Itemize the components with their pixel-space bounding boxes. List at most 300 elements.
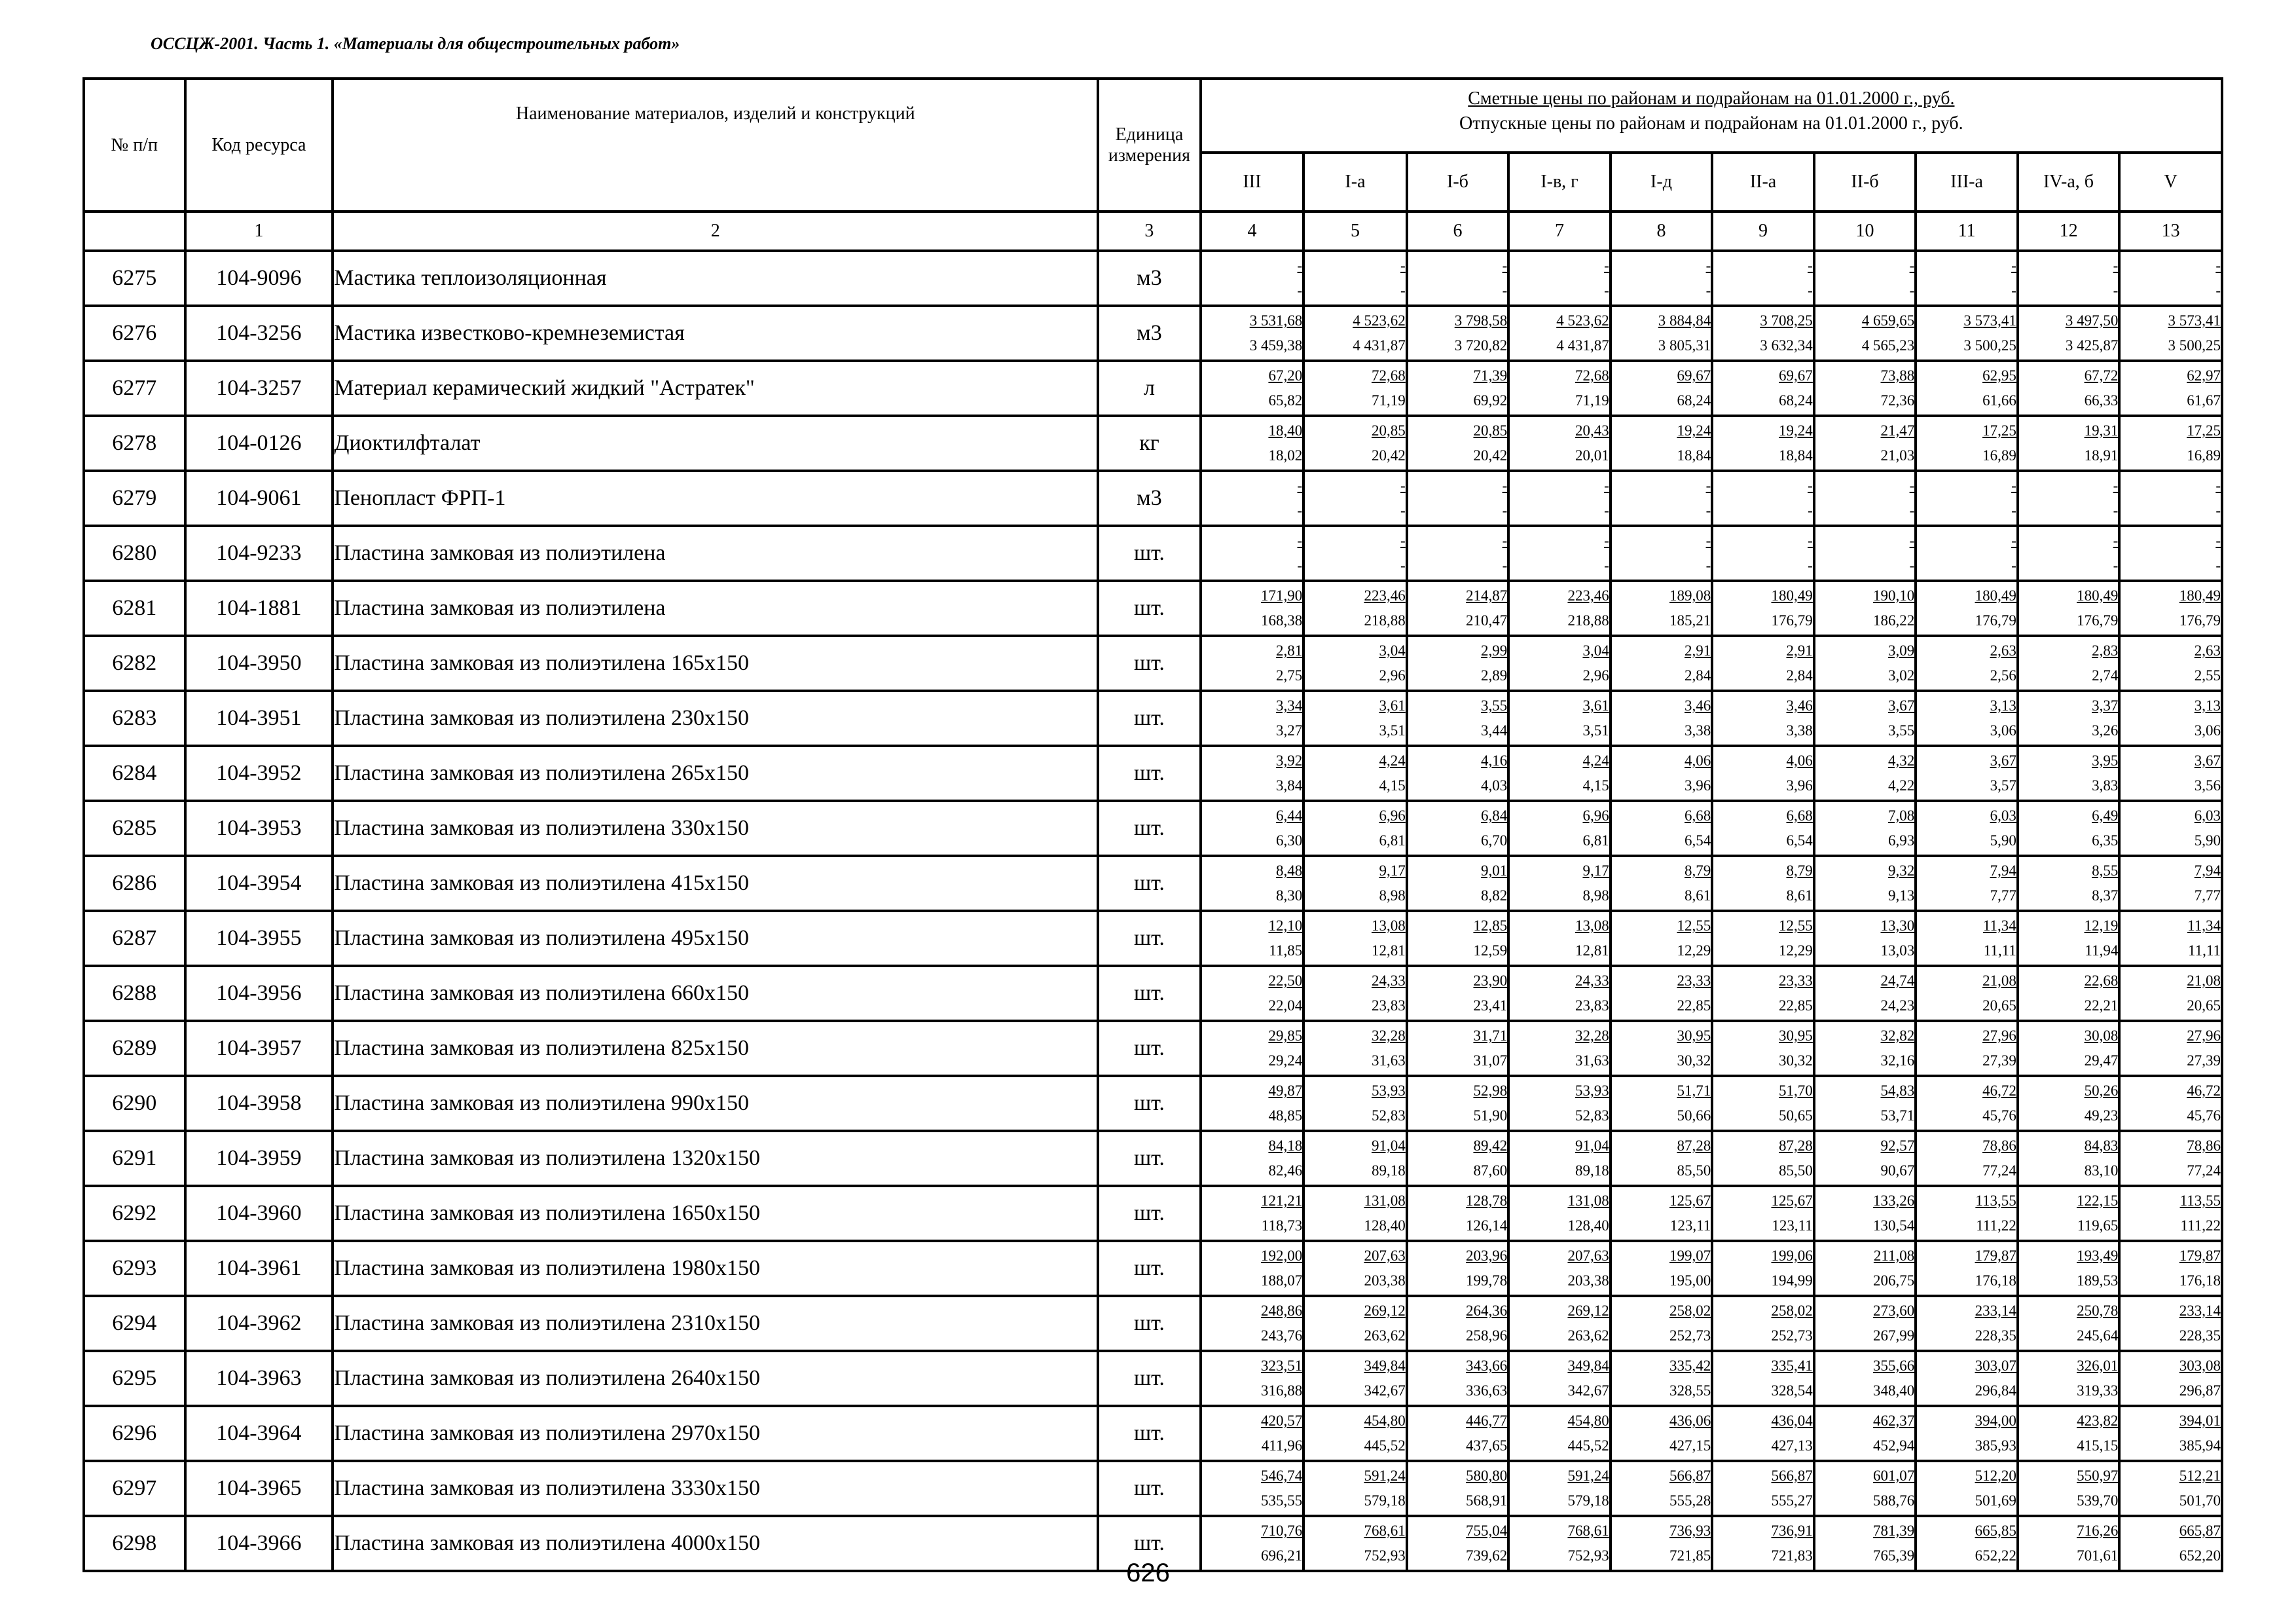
release-price: - <box>1502 557 1508 574</box>
resource-code: 104-3951 <box>185 691 333 746</box>
price-cell <box>1712 636 1814 691</box>
price-cell <box>1916 251 2018 306</box>
estimate-price: - <box>2113 257 2119 274</box>
estimate-price: 326,01 <box>2077 1357 2119 1374</box>
row-number: 6297 <box>84 1461 185 1516</box>
release-price: 267,99 <box>1873 1327 1915 1344</box>
estimate-price: 179,87 <box>2179 1247 2221 1264</box>
estimate-price: - <box>1502 257 1508 274</box>
release-price: - <box>2215 557 2221 574</box>
price-cell <box>2018 1296 2120 1351</box>
release-price: 6,54 <box>1786 832 1813 849</box>
price-cell <box>1201 1351 1304 1406</box>
estimate-price: 2,83 <box>2092 642 2119 659</box>
unit-of-measure: шт. <box>1098 1131 1201 1186</box>
release-price: - <box>2011 557 2016 574</box>
release-price: 445,52 <box>1364 1437 1406 1454</box>
price-cell <box>1303 1186 1407 1241</box>
release-price: 8,98 <box>1379 887 1406 904</box>
estimate-price: 3,46 <box>1685 697 1711 714</box>
price-cell <box>1712 581 1814 636</box>
unit-of-measure: шт. <box>1098 1351 1201 1406</box>
table-row <box>84 1131 2222 1186</box>
release-price: 696,21 <box>1260 1547 1303 1564</box>
release-price: - <box>2113 282 2119 299</box>
release-price: 3,84 <box>1275 777 1303 794</box>
price-cell <box>1508 966 1611 1021</box>
price-cell <box>1303 581 1407 636</box>
release-price: 296,87 <box>2179 1382 2221 1399</box>
estimate-price: 580,80 <box>1465 1467 1508 1484</box>
estimate-price: 23,33 <box>1677 972 1711 989</box>
estimate-price: - <box>1705 257 1711 274</box>
price-cell <box>1201 966 1304 1021</box>
estimate-price: 716,26 <box>2077 1522 2119 1539</box>
release-price: 27,39 <box>1982 1052 2016 1069</box>
release-price: - <box>1604 502 1609 519</box>
price-cell <box>1508 1461 1611 1516</box>
unit-of-measure: шт. <box>1098 1516 1201 1571</box>
price-cell <box>1303 1461 1407 1516</box>
resource-code: 104-3256 <box>185 306 333 361</box>
estimate-price: 121,21 <box>1260 1192 1303 1209</box>
price-cell <box>1201 416 1304 471</box>
price-cell <box>2018 1131 2120 1186</box>
price-cell <box>1407 471 1509 526</box>
price-cell <box>2018 691 2120 746</box>
material-name: Пластина замковая из полиэтилена 2310х150 <box>333 1296 1098 1351</box>
material-name: Пластина замковая из полиэтилена <box>333 581 1098 636</box>
estimate-price: 30,08 <box>2084 1027 2119 1044</box>
material-name: Пластина замковая из полиэтилена 3330х150 <box>333 1461 1098 1516</box>
estimate-price: 6,03 <box>1990 807 2016 824</box>
price-cell <box>1611 1241 1713 1296</box>
price-cell <box>1611 966 1713 1021</box>
estimate-price: - <box>1808 477 1813 494</box>
column-number: 11 <box>1916 212 2018 251</box>
price-cell <box>1916 746 2018 801</box>
release-price: 385,94 <box>2179 1437 2221 1454</box>
estimate-price: 768,61 <box>1364 1522 1406 1539</box>
estimate-price: 9,01 <box>1480 862 1508 879</box>
estimate-price: 29,85 <box>1268 1027 1303 1044</box>
release-price: 701,61 <box>2077 1547 2119 1564</box>
release-price: 2,75 <box>1275 667 1303 684</box>
release-price: 263,62 <box>1364 1327 1406 1344</box>
release-price: 65,82 <box>1268 392 1303 409</box>
estimate-price: 349,84 <box>1567 1357 1609 1374</box>
release-price: 20,42 <box>1371 447 1406 464</box>
release-price: 111,22 <box>2180 1217 2221 1234</box>
header-price-group <box>1201 79 2222 153</box>
price-cell <box>2018 306 2120 361</box>
price-cell <box>1611 361 1713 416</box>
release-price: 319,33 <box>2077 1382 2119 1399</box>
estimate-price: - <box>1297 477 1303 494</box>
price-cell <box>1303 471 1407 526</box>
table-row <box>84 1186 2222 1241</box>
estimate-price: - <box>2215 532 2221 549</box>
estimate-price: - <box>1705 477 1711 494</box>
price-cell <box>1712 1461 1814 1516</box>
row-number: 6286 <box>84 856 185 911</box>
resource-code: 104-3954 <box>185 856 333 911</box>
release-price: 535,55 <box>1260 1492 1303 1509</box>
price-cell <box>1508 1186 1611 1241</box>
estimate-price: 436,06 <box>1669 1412 1711 1429</box>
estimate-price: 394,01 <box>2179 1412 2221 1429</box>
release-price: 20,01 <box>1575 447 1609 464</box>
estimate-price: 87,28 <box>1677 1137 1711 1154</box>
resource-code: 104-0126 <box>185 416 333 471</box>
estimate-price: - <box>1604 257 1609 274</box>
price-cell <box>1611 471 1713 526</box>
estimate-price: 78,86 <box>1982 1137 2016 1154</box>
estimate-price: 3 708,25 <box>1760 312 1813 329</box>
price-cell <box>1407 1406 1509 1461</box>
release-price: 4 431,87 <box>1353 337 1406 354</box>
header-unit: Единица измерения <box>1098 79 1201 212</box>
material-name: Пластина замковая из полиэтилена 230х150 <box>333 691 1098 746</box>
release-price: 72,36 <box>1880 392 1915 409</box>
material-name: Пластина замковая из полиэтилена 1650х150 <box>333 1186 1098 1241</box>
price-cell <box>1916 801 2018 856</box>
estimate-price: 19,31 <box>2084 422 2119 439</box>
estimate-price: 3,13 <box>2194 697 2221 714</box>
release-price: 31,63 <box>1575 1052 1609 1069</box>
estimate-price: 591,24 <box>1567 1467 1609 1484</box>
header-region: II-а <box>1712 153 1814 212</box>
estimate-price: 8,55 <box>2092 862 2119 879</box>
page-number: 626 <box>1126 1559 1170 1587</box>
price-cell <box>1508 306 1611 361</box>
price-cell <box>1814 691 1916 746</box>
release-price: 9,13 <box>1888 887 1915 904</box>
release-price: 176,79 <box>1771 612 1813 629</box>
resource-code: 104-1881 <box>185 581 333 636</box>
estimate-price: 211,08 <box>1873 1247 1915 1264</box>
estimate-price: 4,32 <box>1888 752 1915 769</box>
price-cell <box>1407 1186 1509 1241</box>
table-row <box>84 1461 2222 1516</box>
price-cell <box>2018 581 2120 636</box>
table-row <box>84 966 2222 1021</box>
price-cell <box>1814 361 1916 416</box>
estimate-price: 27,96 <box>1982 1027 2016 1044</box>
estimate-price: 8,48 <box>1275 862 1303 879</box>
material-name: Пластина замковая из полиэтилена 265х150 <box>333 746 1098 801</box>
table-row <box>84 1351 2222 1406</box>
price-cell <box>2018 1351 2120 1406</box>
price-cell <box>1201 471 1304 526</box>
price-cell <box>2018 471 2120 526</box>
release-price: 27,39 <box>2187 1052 2221 1069</box>
release-price: 85,50 <box>1677 1162 1711 1179</box>
estimate-price: 768,61 <box>1567 1522 1609 1539</box>
price-cell <box>2018 801 2120 856</box>
release-price: 128,40 <box>1567 1217 1609 1234</box>
release-price: 3,51 <box>1582 722 1609 739</box>
material-name: Пластина замковая из полиэтилена 1320х150 <box>333 1131 1098 1186</box>
price-cell <box>2018 1076 2120 1131</box>
estimate-price: 54,83 <box>1880 1082 1915 1099</box>
price-cell <box>1611 416 1713 471</box>
price-cell <box>1916 1241 2018 1296</box>
price-cell <box>2119 1351 2222 1406</box>
release-price: 2,55 <box>2194 667 2221 684</box>
release-price: 6,81 <box>1582 832 1609 849</box>
unit-of-measure: шт. <box>1098 801 1201 856</box>
row-number: 6298 <box>84 1516 185 1571</box>
price-cell <box>2119 526 2222 581</box>
price-cell <box>1814 966 1916 1021</box>
release-price: 87,60 <box>1473 1162 1508 1179</box>
resource-code: 104-3963 <box>185 1351 333 1406</box>
estimate-price: 4,24 <box>1582 752 1609 769</box>
unit-of-measure: шт. <box>1098 526 1201 581</box>
estimate-price: 3,61 <box>1582 697 1609 714</box>
price-cell <box>1508 526 1611 581</box>
release-price: 252,73 <box>1669 1327 1711 1344</box>
estimate-price: 335,42 <box>1669 1357 1711 1374</box>
price-cell <box>1916 1296 2018 1351</box>
estimate-price: 180,49 <box>1771 587 1813 604</box>
release-price: 203,38 <box>1567 1272 1609 1289</box>
unit-of-measure: шт. <box>1098 581 1201 636</box>
price-cell <box>1712 1021 1814 1076</box>
estimate-price: 207,63 <box>1364 1247 1406 1264</box>
release-price: 29,47 <box>2084 1052 2119 1069</box>
release-price: 5,90 <box>2194 832 2221 849</box>
resource-code: 104-3964 <box>185 1406 333 1461</box>
price-cell <box>1611 1131 1713 1186</box>
estimate-price: 122,15 <box>2077 1192 2119 1209</box>
estimate-price: 20,85 <box>1371 422 1406 439</box>
estimate-price: - <box>1808 532 1813 549</box>
price-cell <box>2018 856 2120 911</box>
price-cell <box>1303 801 1407 856</box>
price-cell <box>1201 856 1304 911</box>
release-price: 3,06 <box>2194 722 2221 739</box>
release-price: 243,76 <box>1260 1327 1303 1344</box>
release-price: 336,63 <box>1465 1382 1508 1399</box>
estimate-price: 6,68 <box>1786 807 1813 824</box>
price-cell <box>1201 1461 1304 1516</box>
release-price: 11,94 <box>2085 942 2119 959</box>
release-price: 50,65 <box>1779 1107 1813 1124</box>
price-cell <box>1407 801 1509 856</box>
price-cell <box>1508 361 1611 416</box>
release-price: 52,83 <box>1371 1107 1406 1124</box>
estimate-price: 131,08 <box>1364 1192 1406 1209</box>
estimate-price: 233,14 <box>2179 1302 2221 1319</box>
release-price: 3 720,82 <box>1454 337 1508 354</box>
price-cell <box>1916 416 2018 471</box>
estimate-price: - <box>1604 532 1609 549</box>
price-cell <box>1916 361 2018 416</box>
release-price: 11,11 <box>1983 942 2016 959</box>
price-cell <box>1712 1351 1814 1406</box>
release-price: 2,96 <box>1379 667 1406 684</box>
release-price: 45,76 <box>2187 1107 2221 1124</box>
resource-code: 104-3950 <box>185 636 333 691</box>
price-cell <box>1508 416 1611 471</box>
resource-code: 104-3957 <box>185 1021 333 1076</box>
estimate-price: 18,40 <box>1268 422 1303 439</box>
row-number: 6278 <box>84 416 185 471</box>
estimate-price: 12,19 <box>2084 917 2119 934</box>
price-cell <box>1508 581 1611 636</box>
release-price: 18,84 <box>1677 447 1711 464</box>
estimate-price: 248,86 <box>1260 1302 1303 1319</box>
price-cell <box>1303 911 1407 966</box>
release-price: 721,85 <box>1669 1547 1711 1564</box>
estimate-price: 189,08 <box>1669 587 1711 604</box>
unit-of-measure: л <box>1098 361 1201 416</box>
release-price: - <box>1705 502 1711 519</box>
estimate-price: 4,06 <box>1685 752 1711 769</box>
estimate-price: 233,14 <box>1975 1302 2016 1319</box>
estimate-price: - <box>2113 532 2119 549</box>
release-price: 199,78 <box>1465 1272 1508 1289</box>
release-price: - <box>2113 557 2119 574</box>
price-cell <box>1407 746 1509 801</box>
estimate-price: 71,39 <box>1473 367 1508 384</box>
price-cell <box>1916 581 2018 636</box>
release-price: - <box>1705 557 1711 574</box>
price-cell <box>2018 746 2120 801</box>
release-price: 752,93 <box>1567 1547 1609 1564</box>
release-price: 22,85 <box>1779 997 1813 1014</box>
estimate-price: 91,04 <box>1575 1137 1609 1154</box>
price-cell <box>2119 746 2222 801</box>
price-cell <box>1916 471 2018 526</box>
release-price: - <box>2011 282 2016 299</box>
price-cell <box>1712 1186 1814 1241</box>
column-number: 1 <box>185 212 333 251</box>
release-price: 119,65 <box>2077 1217 2119 1234</box>
table-row <box>84 251 2222 306</box>
price-cell <box>2119 1406 2222 1461</box>
estimate-price: 32,28 <box>1371 1027 1406 1044</box>
material-name: Пластина замковая из полиэтилена 2640х150 <box>333 1351 1098 1406</box>
price-cell <box>1611 1076 1713 1131</box>
release-price: 71,19 <box>1575 392 1609 409</box>
estimate-price: 736,93 <box>1669 1522 1711 1539</box>
price-cell <box>2018 911 2120 966</box>
price-cell <box>1814 856 1916 911</box>
release-price: 168,38 <box>1260 612 1303 629</box>
price-cell <box>2119 856 2222 911</box>
release-price: 189,53 <box>2077 1272 2119 1289</box>
price-cell <box>1508 1021 1611 1076</box>
estimate-price: 32,28 <box>1575 1027 1609 1044</box>
resource-code: 104-3956 <box>185 966 333 1021</box>
release-price: - <box>1502 502 1508 519</box>
price-cell <box>1611 856 1713 911</box>
price-cell <box>1508 471 1611 526</box>
price-cell <box>1407 966 1509 1021</box>
release-price: 258,96 <box>1465 1327 1508 1344</box>
price-cell <box>2119 581 2222 636</box>
estimate-price: 51,71 <box>1677 1082 1711 1099</box>
row-number: 6282 <box>84 636 185 691</box>
estimate-price: 343,66 <box>1465 1357 1508 1374</box>
release-price: 22,04 <box>1268 997 1303 1014</box>
release-price: 185,21 <box>1669 612 1711 629</box>
price-cell <box>1303 306 1407 361</box>
price-cell <box>1916 1021 2018 1076</box>
table-row <box>84 1296 2222 1351</box>
estimate-price: 349,84 <box>1364 1357 1406 1374</box>
release-price: 71,19 <box>1371 392 1406 409</box>
estimate-price: 62,95 <box>1982 367 2016 384</box>
price-cell <box>2018 1021 2120 1076</box>
unit-of-measure: шт. <box>1098 856 1201 911</box>
release-price: 3,27 <box>1275 722 1303 739</box>
column-number: 10 <box>1814 212 1916 251</box>
estimate-price: 13,30 <box>1880 917 1915 934</box>
estimate-price: 3,61 <box>1379 697 1406 714</box>
price-cell <box>1508 691 1611 746</box>
estimate-price: 21,08 <box>2187 972 2221 989</box>
price-cell <box>1201 1131 1304 1186</box>
release-price: 30,32 <box>1779 1052 1813 1069</box>
price-cell <box>1407 361 1509 416</box>
price-cell <box>2119 1186 2222 1241</box>
release-price: 11,11 <box>2187 942 2221 959</box>
estimate-price: 7,94 <box>2194 862 2221 879</box>
material-name: Пластина замковая из полиэтилена 1980х150 <box>333 1241 1098 1296</box>
release-price: 739,62 <box>1465 1547 1508 1564</box>
estimate-price: 2,81 <box>1275 642 1303 659</box>
release-price: 12,81 <box>1371 942 1406 959</box>
release-price: 50,66 <box>1677 1107 1711 1124</box>
estimate-price: 89,42 <box>1473 1137 1508 1154</box>
release-price: 68,24 <box>1779 392 1813 409</box>
price-cell <box>1916 1186 2018 1241</box>
header-region: II-б <box>1814 153 1916 212</box>
price-cell <box>1201 581 1304 636</box>
price-cell <box>1201 1241 1304 1296</box>
price-cell <box>1303 746 1407 801</box>
release-price: 579,18 <box>1567 1492 1609 1509</box>
release-price: 16,89 <box>2187 447 2221 464</box>
estimate-price: 781,39 <box>1873 1522 1915 1539</box>
price-cell <box>1814 636 1916 691</box>
price-cell <box>1303 361 1407 416</box>
table-row <box>84 416 2222 471</box>
price-cell <box>2119 1461 2222 1516</box>
release-price: 18,02 <box>1268 447 1303 464</box>
release-price: 89,18 <box>1575 1162 1609 1179</box>
release-price: 7,77 <box>1990 887 2016 904</box>
release-price: 176,18 <box>2179 1272 2221 1289</box>
row-number: 6279 <box>84 471 185 526</box>
price-cell <box>1712 1296 1814 1351</box>
release-price: 12,59 <box>1473 942 1508 959</box>
price-cell <box>2018 1406 2120 1461</box>
price-cell <box>1611 526 1713 581</box>
estimate-price: 755,04 <box>1465 1522 1508 1539</box>
release-price: 2,96 <box>1582 667 1609 684</box>
release-price: 652,22 <box>1975 1547 2016 1564</box>
resource-code: 104-3966 <box>185 1516 333 1571</box>
release-price: 126,14 <box>1465 1217 1508 1234</box>
header-name: Наименование материалов, изделий и конструкций <box>333 79 1098 212</box>
price-cell <box>1201 636 1304 691</box>
price-cell <box>1611 636 1713 691</box>
